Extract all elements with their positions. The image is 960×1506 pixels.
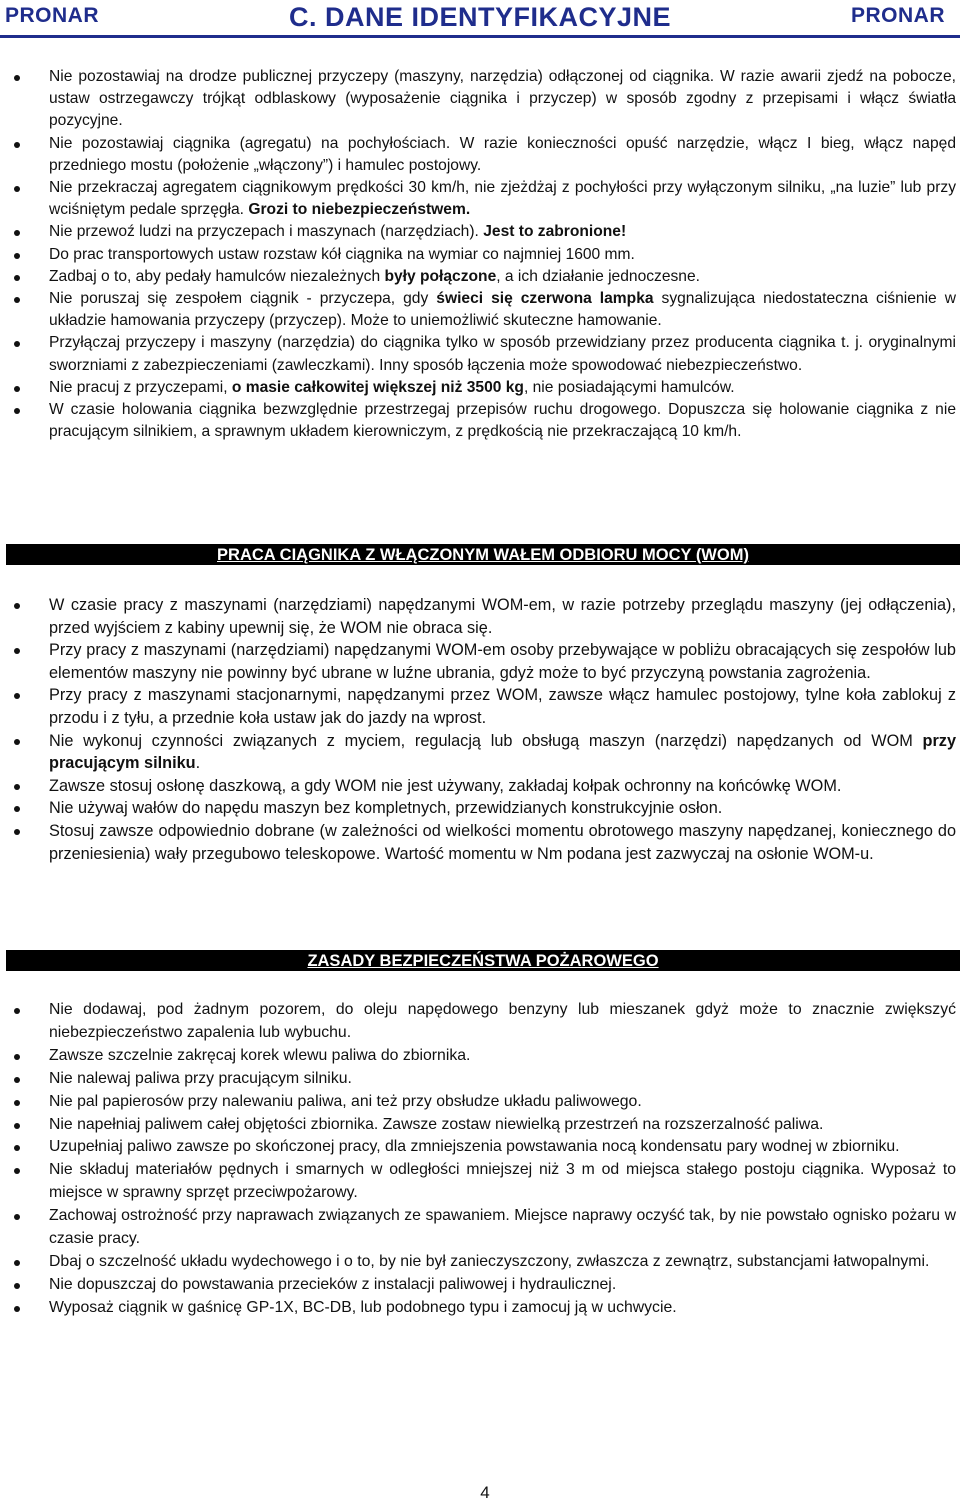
item-text: Przyłączaj przyczepy i maszyny (narzędzia) do ciągnika tylko w sposób przewidziany przez producenta ciągnika t. j. oryginalnymi sworzniami z zabezpieczeniami (zawleczkami). Inny sposób łączenia może spowodować niebezpieczeństwo.: [49, 334, 956, 374]
list-item: [0, 399, 960, 443]
list-item: [0, 999, 960, 1045]
bullet-icon: [14, 408, 20, 414]
item-text: , a ich działanie jednoczesne.: [496, 267, 700, 285]
bullet-icon: [14, 253, 20, 259]
list-item: [0, 1136, 960, 1159]
chapter-title: C. DANE IDENTYFIKACYJNE: [288, 2, 672, 32]
item-text: W czasie holowania ciągnika bezwzględnie przestrzegaj przepisów ruchu drogowego. Dopuszcza się holowanie ciągnika z nie pracującym silnikiem, a sprawnym układem kierowniczym, z prędkością nie przekraczającą 10 km/h.: [49, 401, 956, 441]
bullet-icon: [14, 1283, 20, 1289]
bullet-icon: [14, 1306, 20, 1312]
item-text: Do prac transportowych ustaw rozstaw kół ciągnika na wymiar co najmniej 1600 mm.: [49, 245, 635, 263]
safety-list-fire: [0, 999, 960, 1320]
item-text: W czasie pracy z maszynami (narzędziami) napędzanymi WOM-em, w razie potrzeby przeglądu maszyny (jej odłączenia), przed wyjściem z kabiny upewnij się, że WOM nie obraca się.: [49, 596, 956, 637]
bullet-icon: [14, 386, 20, 392]
list-item: [0, 775, 960, 798]
list-item: [0, 266, 960, 288]
page-number: 4: [480, 1483, 490, 1502]
item-text: Nie pracuj z przyczepami,: [49, 378, 232, 396]
section-heading-wom: [6, 544, 960, 565]
list-item: [0, 730, 960, 775]
bullet-icon: [14, 297, 20, 303]
item-text: Nie przewoź ludzi na przyczepach i maszynach (narzędziach).: [49, 223, 484, 241]
bullet-icon: [14, 784, 20, 790]
item-text: Nie pal papierosów przy nalewaniu paliwa, ani też przy obsłudze układu paliwowego.: [49, 1092, 642, 1110]
bullet-icon: [14, 341, 20, 347]
item-text: Nie używaj wałów do napędu maszyn bez kompletnych, przewidzianych konstrukcyjnie osłon.: [49, 799, 723, 818]
list-item: [0, 1251, 960, 1274]
item-text: .: [195, 754, 201, 773]
list-item: [0, 66, 960, 133]
section-heading-wom-text: PRACA CIĄGNIKA Z WŁĄCZONYM WAŁEM ODBIORU MOCY (WOM): [217, 546, 749, 564]
list-item: [0, 377, 960, 399]
list-item: [0, 244, 960, 266]
item-text: Zawsze szczelnie zakręcaj korek wlewu paliwa do zbiornika.: [49, 1046, 471, 1064]
bullet-icon: [14, 1077, 20, 1083]
list-item: [0, 1068, 960, 1091]
item-text: Nie napełniaj paliwem całej objętości zbiornika. Zawsze zostaw niewielką przestrzeń na rozszerzalność paliwa.: [49, 1115, 824, 1133]
bullet-icon: [14, 1123, 20, 1129]
list-item: [0, 1045, 960, 1068]
brand-logo-right: PRONAR: [850, 4, 945, 27]
item-text: Nie nalewaj paliwa przy pracującym silniku.: [49, 1069, 352, 1087]
item-text: Wyposaż ciągnik w gaśnicę GP-1X, BC-DB, lub podobnego typu i zamocuj ją w uchwycie.: [49, 1298, 677, 1316]
bullet-icon: [14, 1100, 20, 1106]
list-item: [0, 820, 960, 865]
emphasis-text: były połączone: [384, 267, 497, 285]
bullet-icon: [14, 1008, 20, 1014]
item-text: Nie pozostawiaj ciągnika (agregatu) na pochyłościach. W razie konieczności opuść narzędzie, włącz I bieg, włącz napęd przedniego mostu (położenie „włączony”) i hamulec postojowy.: [49, 134, 956, 174]
item-text: Nie poruszaj się zespołem ciągnik - przyczepa, gdy: [49, 290, 437, 308]
list-item: [0, 1159, 960, 1205]
section-heading-fire-text: ZASADY BEZPIECZEŃSTWA POŻAROWEGO: [307, 952, 659, 970]
item-text: Zawsze stosuj osłonę daszkową, a gdy WOM nie jest używany, zakładaj kołpak ochronny na końcówkę WOM.: [49, 776, 842, 795]
list-item: [0, 1274, 960, 1297]
bullet-icon: [14, 186, 20, 192]
bullet-icon: [14, 142, 20, 148]
bullet-icon: [14, 829, 20, 835]
bullet-icon: [14, 75, 20, 81]
bullet-icon: [14, 693, 20, 699]
emphasis-text: świeci się czerwona lampka: [436, 290, 654, 308]
bullet-icon: [14, 1168, 20, 1174]
page-header: [0, 0, 960, 36]
bullet-icon: [14, 1145, 20, 1151]
item-text: Nie przekraczaj agregatem ciągnikowym prędkości 30 km/h, nie zjeżdżaj z pochyłości przy wyłączonym silniku, „na luzie” lub przy wciśniętym pedale sprzęgła.: [49, 179, 956, 219]
list-item: [0, 594, 960, 639]
list-item: [0, 332, 960, 376]
list-item: [0, 221, 960, 243]
bullet-icon: [14, 806, 20, 812]
list-item: [0, 797, 960, 820]
item-text: Przy pracy z maszynami stacjonarnymi, napędzanymi przez WOM, zawsze włącz hamulec postojowy, tylne koła zablokuj z przodu i z tyłu, a przednie koła ustaw jak do jazdy na wprost.: [49, 686, 956, 727]
item-text: Uzupełniaj paliwo zawsze po skończonej pracy, dla zmniejszenia powstawania nocą kondensatu pary wodnej w zbiorniku.: [49, 1138, 900, 1156]
bullet-icon: [14, 1054, 20, 1060]
item-text: Dbaj o szczelność układu wydechowego i o to, by nie był zanieczyszczony, zwłaszcza z zewnątrz, substancjami łatwopalnymi.: [49, 1252, 930, 1270]
list-item: [0, 1114, 960, 1137]
emphasis-text: o masie całkowitej większej niż 3500 kg: [231, 378, 524, 396]
bullet-icon: [14, 230, 20, 236]
emphasis-text: przy pracującym silniku: [49, 731, 956, 773]
section-heading-fire: [6, 950, 960, 971]
bullet-icon: [14, 603, 20, 609]
emphasis-text: Jest to zabronione!: [483, 223, 627, 241]
list-item: [0, 1297, 960, 1320]
item-text: Nie pozostawiaj na drodze publicznej przyczepy (maszyny, narzędzia) odłączonej od ciągnika. W razie awarii zjedź na pobocze, ustaw ostrzegawczy trójkąt odblaskowy (wyposażenie ciągnika i przyczep) w sposób zgodny z przepisami i włącz światła pozycyjne.: [49, 68, 956, 130]
bullet-icon: [14, 648, 20, 654]
bullet-icon: [14, 275, 20, 281]
item-text: sygnalizująca niedostateczna ciśnienie w układzie hamowania przyczepy (przyczep). Może to uniemożliwić skuteczne hamowanie.: [49, 290, 956, 330]
list-item: [0, 1091, 960, 1114]
item-text: Nie składuj materiałów pędnych i smarnych w odległości mniejszej niż 3 m od miejsca stałego postoju ciągnika. Wyposaż to miejsce w sprawny sprzęt przeciwpożarowy.: [49, 1161, 956, 1202]
header-rule: [0, 35, 960, 38]
emphasis-text: Grozi to niebezpieczeństwem.: [248, 201, 471, 219]
brand-logo-left: PRONAR: [5, 4, 100, 27]
item-text: , nie posiadającymi hamulców.: [523, 378, 735, 396]
item-text: Nie dopuszczaj do powstawania przecieków z instalacji paliwowej i hydraulicznej.: [49, 1275, 617, 1293]
item-text: Nie wykonuj czynności związanych z myciem, regulacją lub obsługą maszyn (narzędzi) napędzanych od WOM: [49, 731, 923, 750]
list-item: [0, 1205, 960, 1251]
bullet-icon: [14, 1214, 20, 1220]
list-item: [0, 639, 960, 684]
item-text: Przy pracy z maszynami (narzędziami) napędzanymi WOM-em osoby przebywające w pobliżu obracających się zespołów lub elementów maszyny nie powinny być ubrane w luźne ubrania, gdyż może to być przyczyną powstania zagrożenia.: [49, 641, 956, 682]
item-text: Zadbaj o to, aby pedały hamulców niezależnych: [49, 267, 385, 285]
item-text: Nie dodawaj, pod żadnym pozorem, do oleju napędowego benzyny lub mieszanek gdyż może to znacznie zwiększyć niebezpieczeństwo zapalenia lub wybuchu.: [49, 1001, 956, 1041]
safety-list-general: [0, 66, 960, 443]
list-item: [0, 684, 960, 729]
item-text: Stosuj zawsze odpowiednio dobrane (w zależności od wielkości momentu obrotowego maszyny napędzanej, koniecznego do przeniesienia) wały przegubowo teleskopowe. Wartość momentu w Nm podana jest zazwyczaj na osłonie WOM-u.: [49, 821, 956, 863]
item-text: Zachowaj ostrożność przy naprawach związanych ze spawaniem. Miejsce naprawy oczyść tak, by nie powstało ognisko pożaru w czasie pracy.: [49, 1207, 956, 1248]
list-item: [0, 288, 960, 332]
bullet-icon: [14, 1260, 20, 1266]
list-item: [0, 133, 960, 177]
safety-list-wom: [0, 594, 960, 865]
list-item: [0, 177, 960, 221]
bullet-icon: [14, 739, 20, 745]
